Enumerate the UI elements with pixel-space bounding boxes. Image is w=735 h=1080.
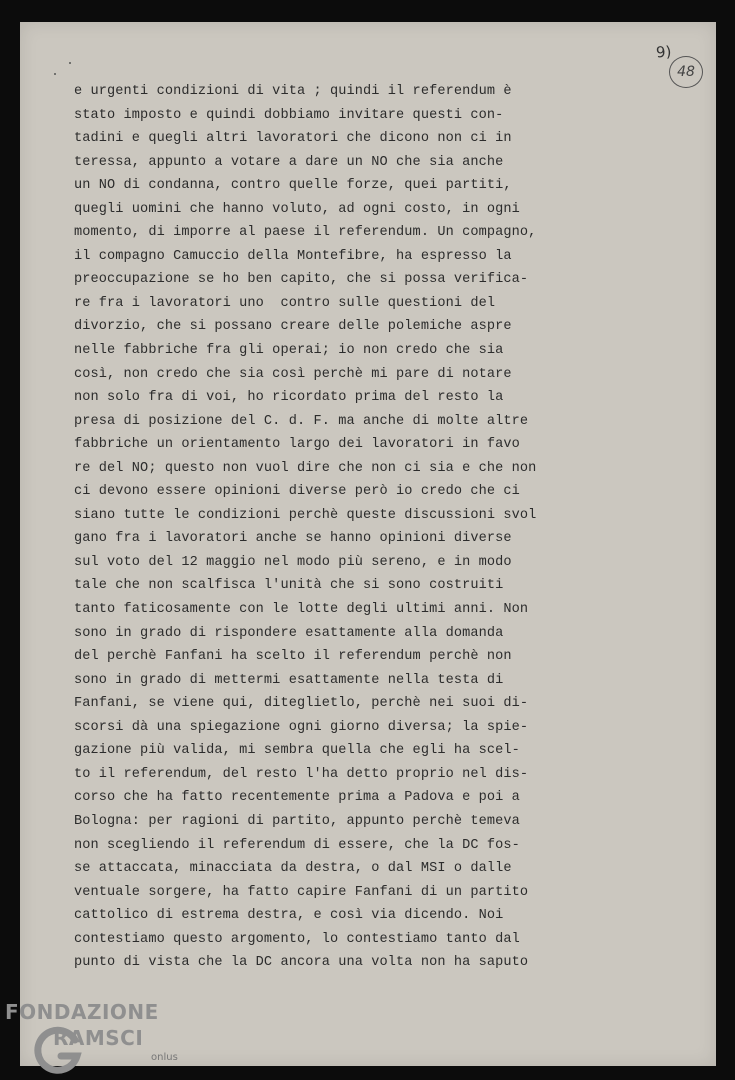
text-line: momento, di imporre al paese il referendum. Un compagno,: [74, 225, 537, 241]
text-line: preoccupazione se ho ben capito, che si possa verifica-: [74, 272, 529, 288]
text-line: teressa, appunto a votare a dare un NO che sia anche: [74, 154, 504, 170]
text-line: gazione più valida, mi sembra quella che egli ha scel-: [74, 743, 520, 759]
page-number: 9): [655, 42, 673, 62]
text-line: scorsi dà una spiegazione ogni giorno diversa; la spie-: [74, 719, 529, 735]
text-line: re del NO; questo non vuol dire che non ci sia e che non: [74, 460, 537, 476]
ink-dot: [54, 73, 56, 75]
text-line: Bologna: per ragioni di partito, appunto perchè temeva: [74, 813, 520, 829]
text-line: punto di vista che la DC ancora una volta non ha saputo: [74, 955, 529, 971]
text-line: sul voto del 12 maggio nel modo più sereno, e in modo: [74, 554, 512, 570]
text-line: nelle fabbriche fra gli operai; io non credo che sia: [74, 343, 504, 359]
text-line: gano fra i lavoratori anche se hanno opinioni diverse: [74, 531, 512, 547]
watermark-line2: RAMSCI: [53, 1026, 144, 1050]
ink-dot: [69, 62, 71, 64]
text-line: fabbriche un orientamento largo dei lavoratori in favo: [74, 437, 520, 453]
text-line: corso che ha fatto recentemente prima a Padova e poi a: [74, 790, 520, 806]
text-line: contestiamo questo argomento, lo contestiamo tanto dal: [74, 931, 520, 947]
archive-number-circle: 48: [669, 56, 703, 88]
text-line: e urgenti condizioni di vita ; quindi il referendum è: [74, 84, 512, 99]
text-line: sono in grado di mettermi esattamente nella testa di: [74, 672, 504, 688]
text-line: un NO di condanna, contro quelle forze, quei partiti,: [74, 178, 512, 194]
watermark-sub: onlus: [151, 1052, 178, 1063]
text-line: quegli uomini che hanno voluto, ad ogni costo, in ogni: [74, 201, 520, 217]
text-line: stato imposto e quindi dobbiamo invitare questi con-: [74, 107, 504, 123]
text-line: del perchè Fanfani ha scelto il referendum perchè non: [74, 649, 512, 665]
text-line: così, non credo che sia così perchè mi pare di notare: [74, 366, 512, 382]
watermark-line1: FONDAZIONE: [5, 1000, 159, 1024]
text-line: non scegliendo il referendum di essere, che la DC fos-: [74, 837, 520, 853]
text-line: sono in grado di rispondere esattamente alla domanda: [74, 625, 504, 641]
text-line: tadini e quegli altri lavoratori che dicono non ci in: [74, 131, 512, 147]
text-line: divorzio, che si possano creare delle polemiche aspre: [74, 319, 512, 335]
text-line: Fanfani, se viene qui, diteglietlo, perchè nei suoi di-: [74, 696, 529, 712]
fondazione-gramsci-watermark: [5, 1000, 205, 1076]
text-line: to il referendum, del resto l'ha detto proprio nel dis-: [74, 766, 529, 782]
text-line: tale che non scalfisca l'unità che si sono costruiti: [74, 578, 504, 594]
text-line: re fra i lavoratori uno contro sulle questioni del: [74, 295, 496, 311]
text-line: ci devono essere opinioni diverse però io credo che ci: [74, 484, 520, 500]
text-line: presa di posizione del C. d. F. ma anche di molte altre: [74, 413, 529, 429]
text-line: siano tutte le condizioni perchè queste discussioni svol: [74, 507, 537, 523]
text-line: ventuale sorgere, ha fatto capire Fanfani di un partito: [74, 884, 529, 900]
text-line: tanto faticosamente con le lotte degli ultimi anni. Non: [74, 602, 529, 618]
text-line: non solo fra di voi, ho ricordato prima del resto la: [74, 390, 504, 406]
typed-text-body: [74, 80, 554, 975]
text-line: il compagno Camuccio della Montefibre, ha espresso la: [74, 248, 512, 264]
text-line: se attaccata, minacciata da destra, o dal MSI o dalle: [74, 861, 512, 877]
text-line: cattolico di estrema destra, e così via dicendo. Noi: [74, 908, 504, 924]
